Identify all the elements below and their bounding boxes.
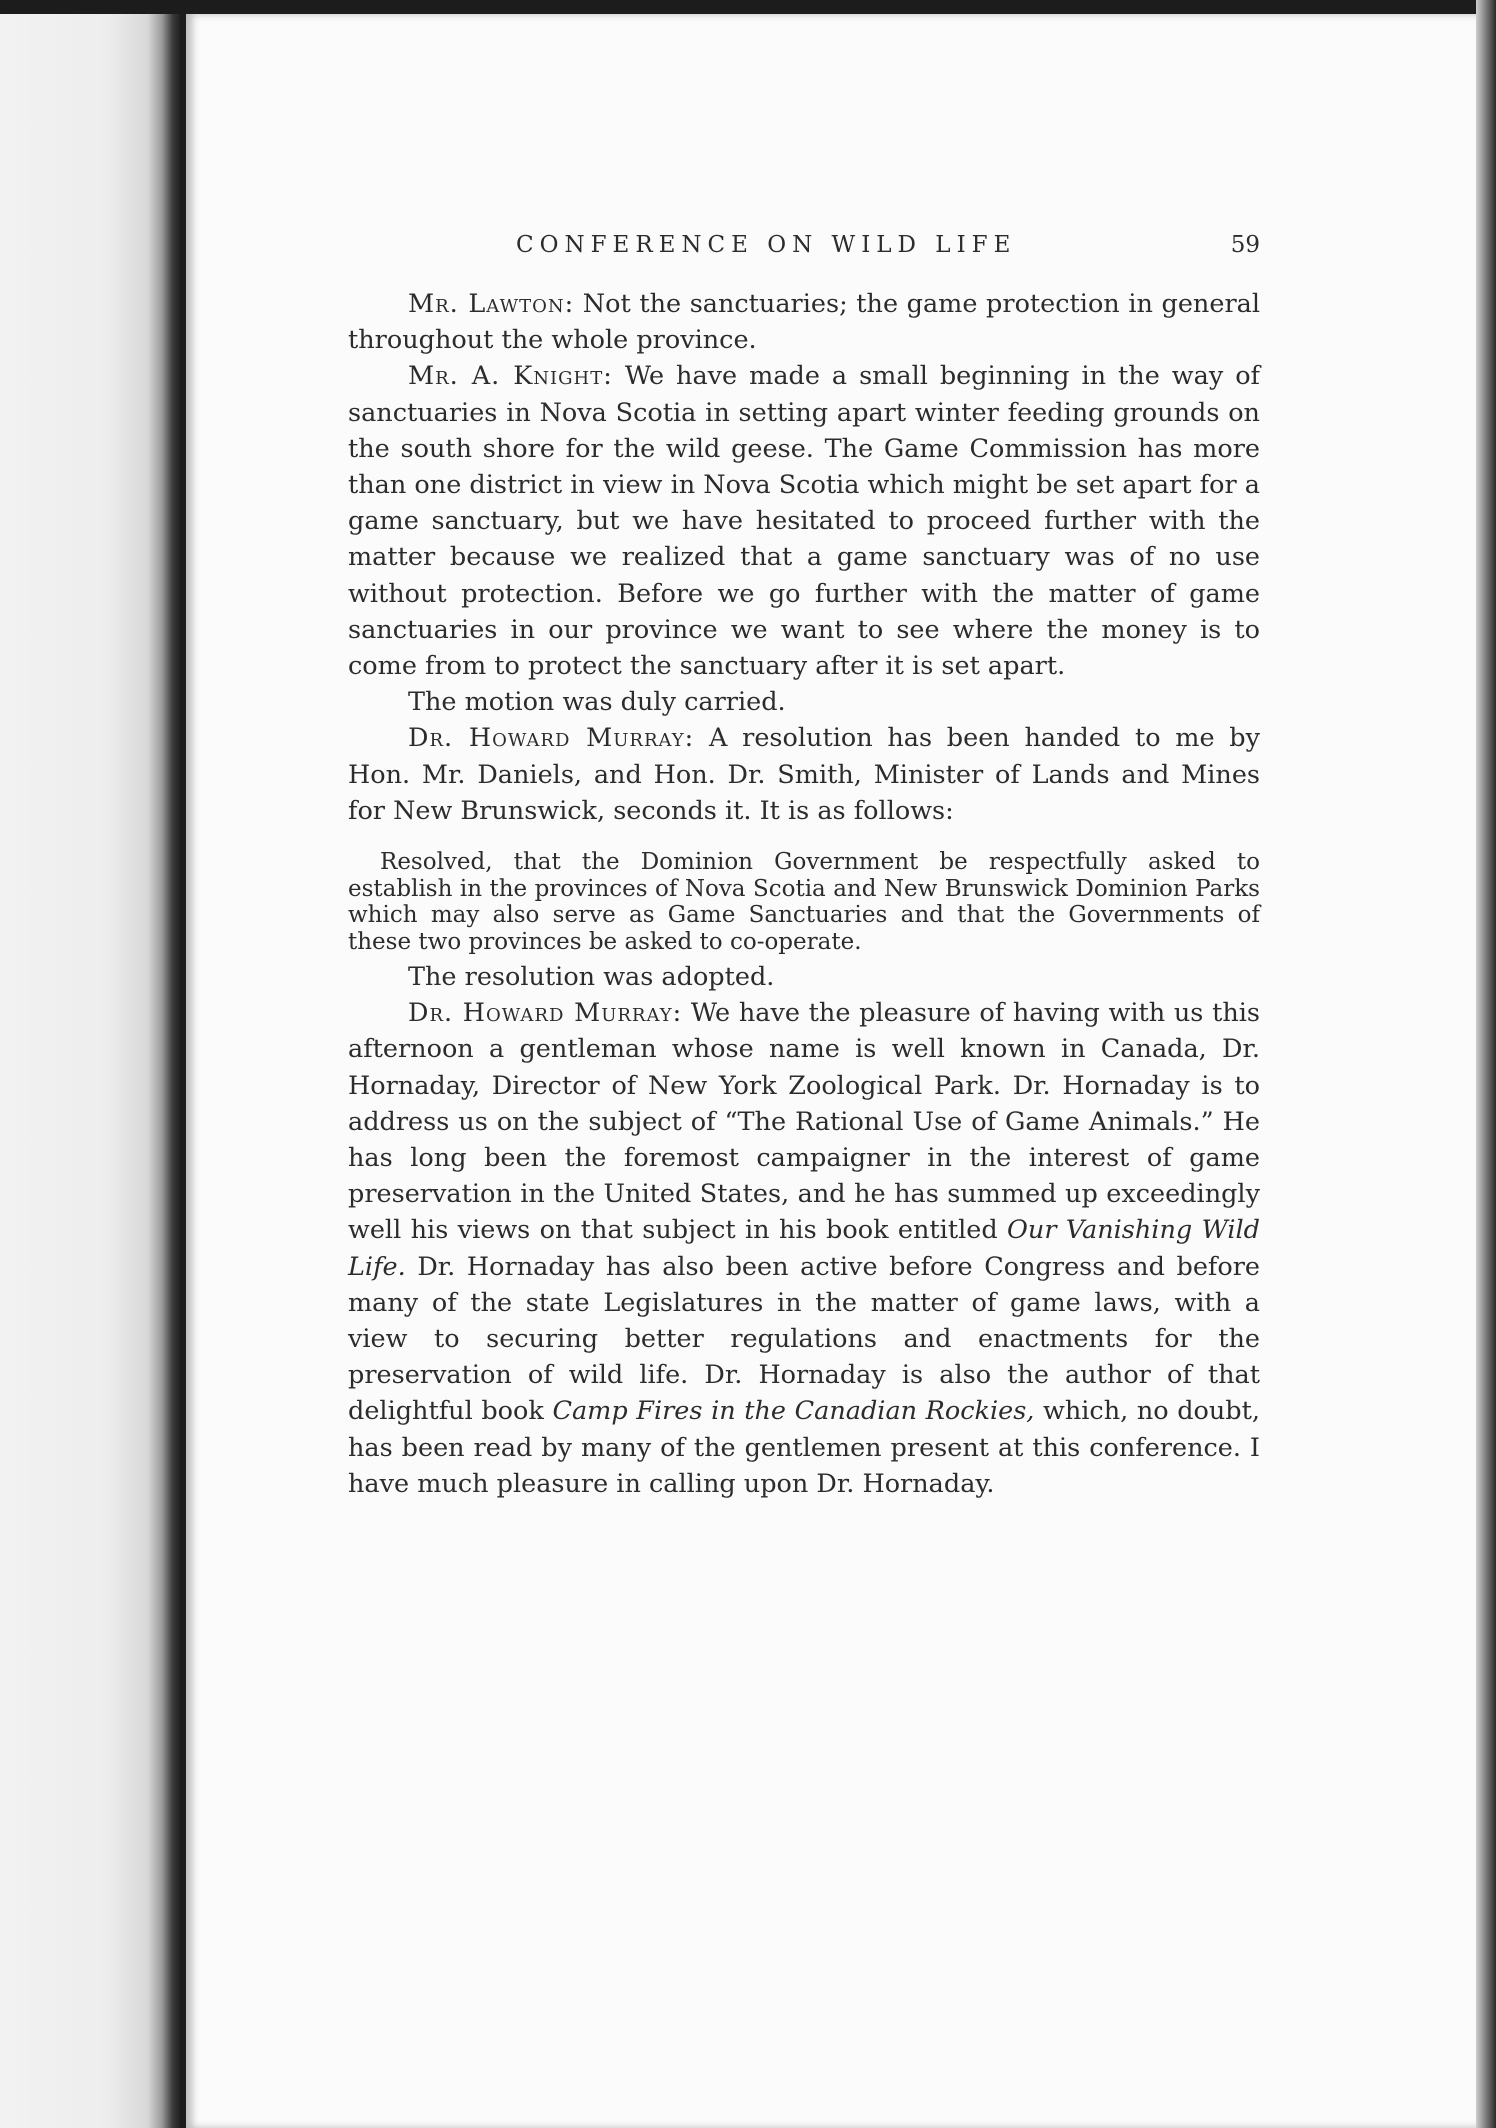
paragraph-text: The resolution was adopted.: [408, 962, 775, 993]
book-title: Camp Fires in the Canadian Rockies,: [552, 1396, 1035, 1427]
speaker-name: Mr. A. Knight:: [408, 361, 613, 392]
speaker-name: Dr. Howard Murray:: [408, 998, 683, 1029]
paragraph-text: The motion was duly carried.: [408, 687, 786, 718]
paragraph-resolution-adopted: [348, 959, 1260, 995]
speaker-name: Dr. Howard Murray:: [408, 723, 695, 754]
paragraph-text: Not the sanctuaries; the game protection in general throughout the whole province.: [348, 289, 1260, 356]
speaker-name: Mr. Lawton:: [408, 289, 575, 319]
paragraph-murray-resolution: [348, 720, 1260, 829]
paragraph-lawton: [348, 286, 1260, 358]
resolution-quote: [348, 849, 1260, 955]
paragraph-text: We have the pleasure of having with us this afternoon a gentleman whose name is well known in Canada, Dr. Hornaday, Director of New York Zoological Park. Dr. Hornaday is to address us on the subject of “The Rational Use of Game Animals.” He has long been the foremost campaigner in the interest of game preservation in the United States, and he has summed up exceedingly well his views on that subject in his book entitled: [348, 998, 1260, 1246]
paragraph-motion-carried: [348, 684, 1260, 720]
running-head-title: CONFERENCE ON WILD LIFE: [516, 232, 1017, 258]
running-head: [348, 228, 1260, 268]
paragraph-text: Dr. Hornaday has also been active before Congress and before many of the state Legislatures in the matter of game laws, with a view to securing better regulations and enactments for the preservation of wild life. Dr. Hornaday is also the author of that delightful book: [348, 1251, 1260, 1427]
paragraph-text: We have made a small beginning in the way of sanctuaries in Nova Scotia in setting apart winter feeding grounds on the south shore for the wild geese. The Game Commission has more than one district in view in Nova Scotia which might be set apart for a game sanctuary, but we have hesitated to proceed further with the matter because we realized that a game sanctuary was of no use without protection. Before we go further with the matter of game sanctuaries in our province we want to see where the money is to come from to protect the sanctuary after it is set apart.: [348, 361, 1260, 682]
paragraph-murray-hornaday: [348, 995, 1260, 1502]
page-number: 59: [1230, 232, 1260, 258]
paragraph-text: which, no doubt, has been read by many of the gentlemen present at this conference. I have much pleasure in calling upon Dr. Hornaday.: [348, 1396, 1260, 1499]
page-shadow-edge: [1476, 0, 1496, 2128]
paragraph-knight: [348, 358, 1260, 684]
book-title: Our Vanishing Wild Life.: [348, 1215, 1260, 1282]
facing-page-edge: [0, 14, 180, 2128]
page-text: [348, 228, 1260, 1502]
paragraph-text: A resolution has been handed to me by Hon. Mr. Daniels, and Hon. Dr. Smith, Minister of Lands and Mines for New Brunswick, seconds it. It is as follows:: [348, 723, 1261, 826]
resolution-text: Resolved, that the Dominion Government be respectfully asked to establish in the provinces of Nova Scotia and New Brunswick Dominion Parks which may also serve as Game Sanctuaries and that the Governments of these two provinces be asked to co-operate.: [348, 849, 1260, 955]
